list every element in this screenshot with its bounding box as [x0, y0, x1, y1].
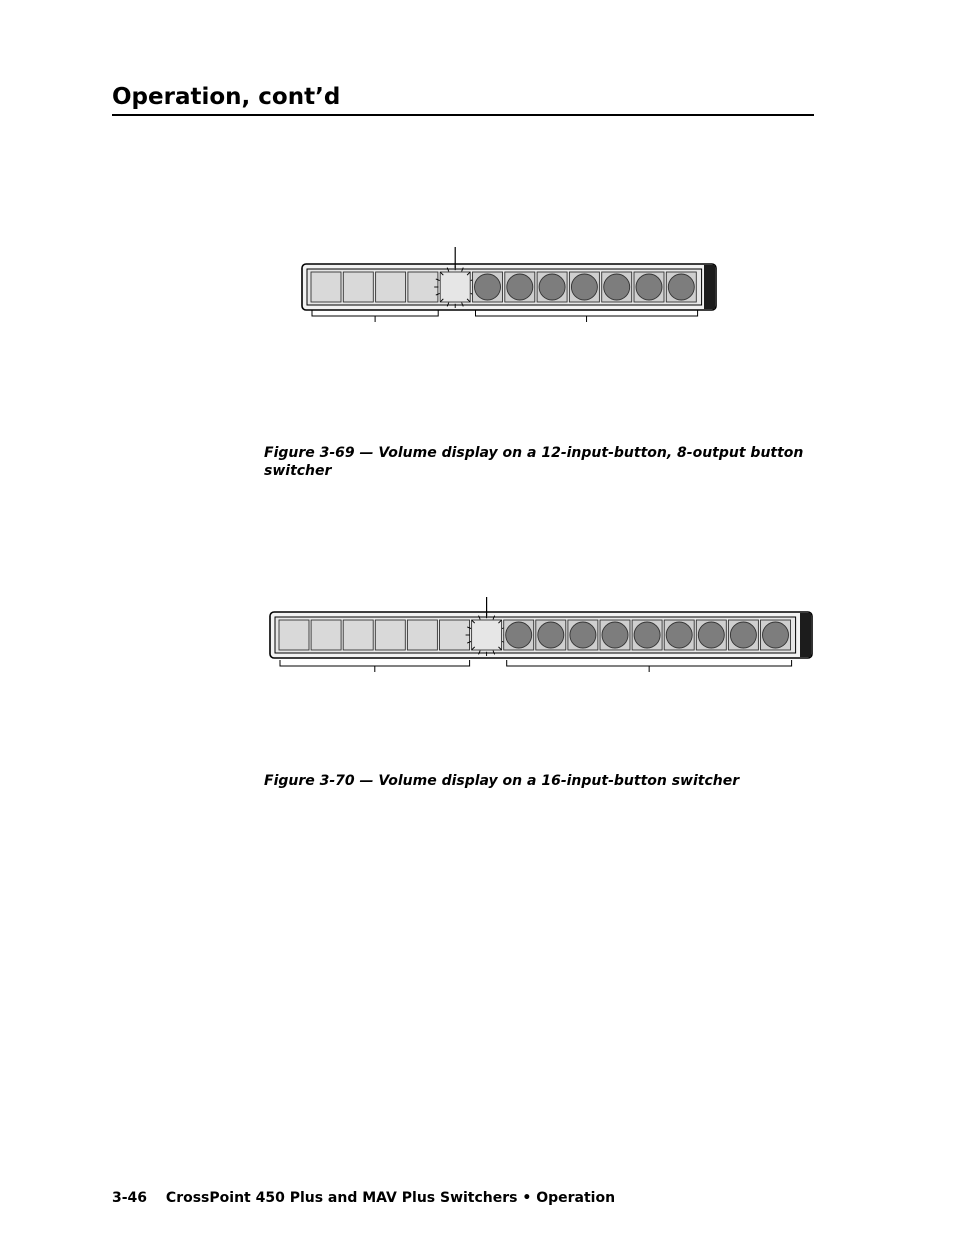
page-footer — [112, 1190, 615, 1206]
round-button — [698, 622, 724, 648]
round-button — [571, 274, 597, 300]
round-button — [604, 274, 630, 300]
square-button — [376, 272, 406, 302]
panel-end-cap — [800, 613, 811, 657]
round-button — [475, 274, 501, 300]
square-button — [440, 620, 470, 650]
round-button — [668, 274, 694, 300]
figure-3-69-caption: Figure 3-69 — Volume display on a 12-input-button, 8-output button switcher — [264, 445, 804, 479]
round-button — [730, 622, 756, 648]
figure-3-70-caption: Figure 3-70 — Volume display on a 16-input-button switcher — [264, 773, 740, 789]
title-rule — [112, 114, 814, 116]
figure-3-70-button-panel — [0, 592, 954, 682]
highlighted-button — [472, 620, 502, 650]
footer-text: CrossPoint 450 Plus and MAV Plus Switchers • Operation — [165, 1190, 616, 1206]
figure-3-69-button-panel — [0, 240, 954, 330]
round-button — [539, 274, 565, 300]
panel-end-cap — [704, 265, 715, 309]
page-number: 3-46 — [112, 1190, 148, 1206]
square-button — [343, 272, 373, 302]
bracket-outputs — [507, 660, 792, 666]
square-button — [407, 620, 437, 650]
bracket-outputs — [476, 310, 698, 316]
round-button — [507, 274, 533, 300]
round-button — [538, 622, 564, 648]
round-button — [763, 622, 789, 648]
bracket-inputs — [312, 310, 438, 316]
round-button — [602, 622, 628, 648]
square-button — [311, 272, 341, 302]
square-button — [408, 272, 438, 302]
square-button — [311, 620, 341, 650]
round-button — [570, 622, 596, 648]
round-button — [506, 622, 532, 648]
page-title: Operation, cont’d — [112, 84, 341, 110]
square-button — [343, 620, 373, 650]
round-button — [634, 622, 660, 648]
round-button — [666, 622, 692, 648]
square-button — [279, 620, 309, 650]
bracket-inputs — [280, 660, 470, 666]
round-button — [636, 274, 662, 300]
square-button — [375, 620, 405, 650]
highlighted-button — [440, 272, 470, 302]
